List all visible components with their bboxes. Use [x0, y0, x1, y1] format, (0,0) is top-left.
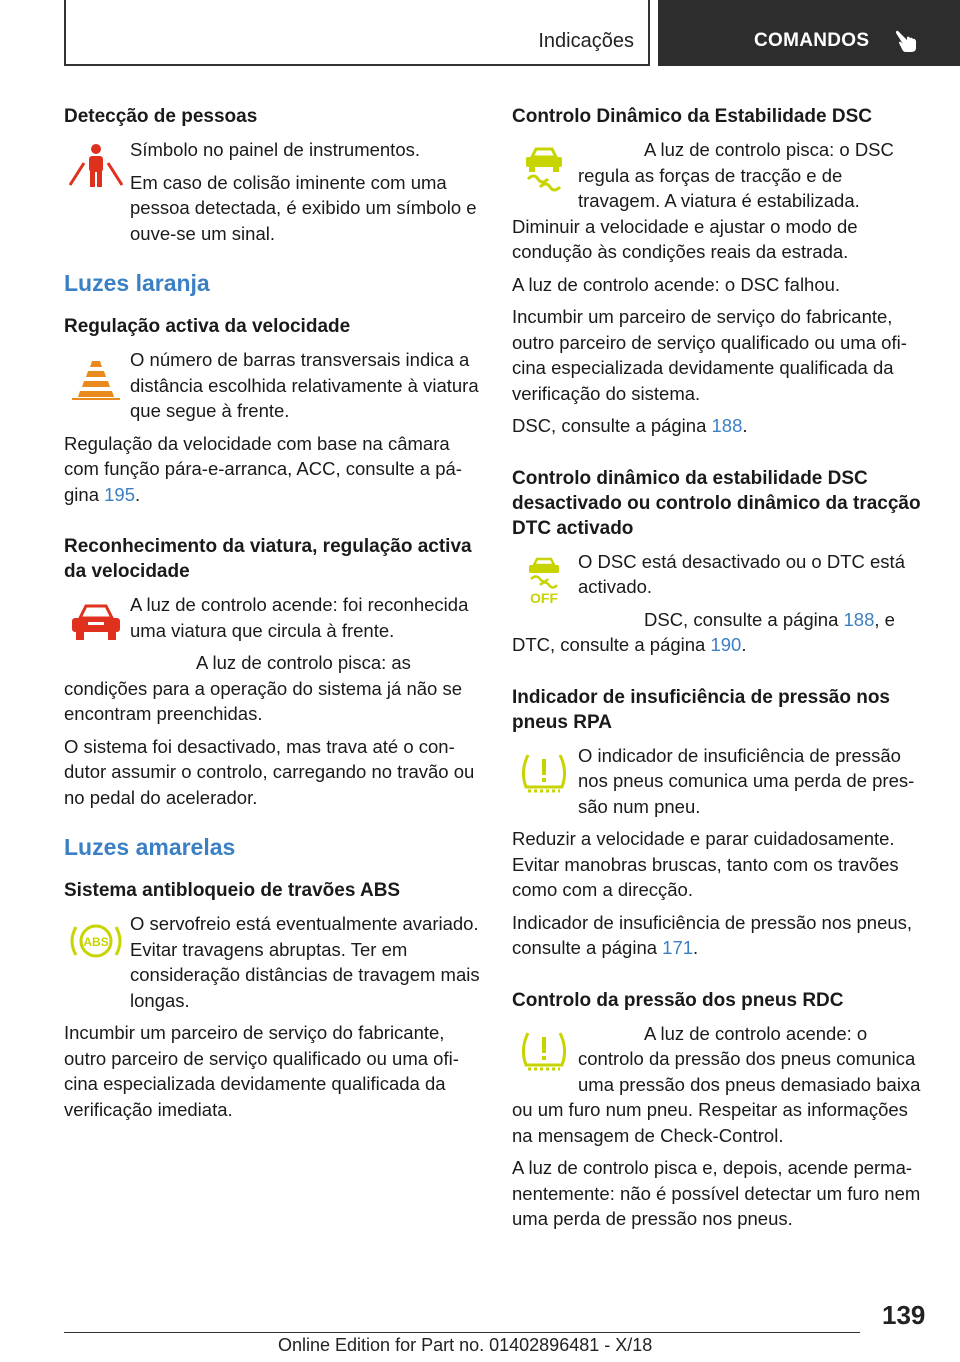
- header-section-box: [64, 0, 650, 66]
- left-column: [64, 104, 482, 1129]
- paragraph: O sistema foi desactivado, mas trava até o condutor assumir o controlo, carregando no travão ou no pedal do acelerador.: [64, 735, 475, 808]
- section-title-rpa: Indicador de insuficiência de pressão nos pneus RPA: [512, 686, 890, 733]
- heading-yellow-lights: Luzes amarelas: [64, 834, 236, 860]
- header-chapter-tab: [658, 0, 960, 66]
- paragraph: O indicador de insuficiência de pressão nos pneus comunica uma perda de pressão num pneu.: [578, 744, 915, 817]
- paragraph: [512, 413, 926, 439]
- page-link-171[interactable]: 171: [662, 937, 694, 958]
- paragraph-text: .: [693, 937, 699, 958]
- paragraph: [64, 650, 482, 727]
- section-title-dsc: Controlo Dinâmico da Estabilidade DSC: [512, 106, 872, 127]
- pointing-hand-icon: [894, 28, 920, 54]
- icon-slot: [512, 1021, 578, 1081]
- section-title-pedestrian-detection: Detecção de pessoas: [64, 106, 258, 127]
- dsc-skid-icon: [514, 141, 574, 195]
- off-icon-text: OFF: [530, 589, 558, 606]
- paragraph-text: DSC, consulte a página: [512, 415, 712, 436]
- section-title-vehicle-recognition: Reconhecimento da viatura, regulação activa da velocidade: [64, 536, 472, 582]
- paragraph: Símbolo no painel de instrumentos.: [130, 139, 421, 160]
- header-section-label: Indicações: [538, 30, 634, 52]
- paragraph: O servofreio está eventualmente avariado. Evitar travagens abruptas. Ter em consideração distâncias de travagem mais longas.: [130, 913, 480, 1011]
- paragraph: A luz de controlo pisca e, depois, acende permanentemente: não é possível detectar um furo nem uma perda de pressão nos pneus.: [512, 1157, 921, 1229]
- paragraph: A luz de controlo acende: o DSC falhou.: [512, 273, 841, 295]
- section-title-active-cruise: Regulação activa da velocidade: [64, 316, 351, 337]
- abs-icon-text: ABS: [83, 935, 109, 949]
- right-column: [512, 104, 926, 1239]
- paragraph-text: Indicador de insuficiência de pressão nos pneus, consulte a página: [512, 911, 913, 958]
- heading-orange-lights: Luzes laranja: [64, 270, 210, 296]
- distance-bars-icon: [66, 351, 126, 405]
- section-title-rdc: Controlo da pressão dos pneus RDC: [512, 989, 844, 1011]
- page-number: 139: [882, 1300, 926, 1330]
- paragraph-text: A luz de controlo acende: o controlo da pressão dos pneus comunica uma pressão dos pneus demasiado baixa ou um furo num pneu. Respeitar as informações na mensagem de Check-Control.: [512, 1022, 921, 1146]
- icon-slot: [64, 137, 130, 197]
- paragraph: A luz de controlo acende: foi reconhecida uma viatura que circula à frente.: [130, 594, 469, 641]
- paragraph-text: A luz de controlo pisca: o DSC regula as forças de tracção e de travagem. A viatura é estabilizada. Diminuir a velocidade e ajustar o modo de condução às condições reais da estrada.: [512, 139, 894, 262]
- dsc-off-icon: [514, 553, 574, 607]
- paragraph: [64, 431, 482, 508]
- section-title-dsc-off: Controlo dinâmico da estabilidade DSC desactivado ou controlo dinâmico da tracção DTC activado: [512, 467, 921, 539]
- paragraph-text: .: [741, 634, 747, 655]
- page-link-195[interactable]: 195: [104, 483, 135, 505]
- header-chapter-label: COMANDOS: [754, 30, 870, 51]
- page-link-188[interactable]: 188: [843, 608, 875, 630]
- section-title-abs: Sistema antibloqueio de travões ABS: [64, 880, 401, 901]
- page-link-188[interactable]: 188: [711, 415, 743, 436]
- icon-slot: [64, 347, 130, 407]
- icon-slot: [512, 743, 578, 803]
- pedestrian-warning-icon: [66, 141, 126, 195]
- paragraph-text: Em caso de colisão iminente com uma pessoa detectada, é exibido um símbolo e ouve-se um sinal.: [130, 171, 477, 244]
- paragraph: O número de barras transversais indica a distância escolhida relativamente à viatura que segue à frente.: [130, 349, 479, 421]
- icon-slot: [512, 137, 578, 197]
- footer-divider: [64, 1332, 860, 1333]
- icon-slot: [64, 911, 130, 971]
- paragraph: [512, 607, 926, 658]
- paragraph-text: Regulação da velocidade com base na câmara com função pára-e-arranca, ACC, consulte a página: [64, 432, 462, 505]
- paragraph: Reduzir a velocidade e parar cuidadosamente. Evitar manobras bruscas, tanto com os travões como com a direcção.: [512, 828, 899, 900]
- page-header: [0, 0, 960, 68]
- abs-warning-icon: [66, 915, 126, 969]
- tire-pressure-icon: [514, 747, 574, 801]
- paragraph-text: .: [742, 415, 748, 436]
- vehicle-ahead-icon: [66, 596, 126, 650]
- paragraph: Incumbir um parceiro de serviço do fabricante, outro parceiro de serviço qualificado ou uma oficina especializada devidamente qualificada da verificação imediata.: [64, 1022, 459, 1120]
- page-link-190[interactable]: 190: [710, 634, 742, 655]
- paragraph-text: DSC, consulte a página: [644, 608, 844, 630]
- paragraph-text: A luz de controlo pisca: as condições para a operação do sistema já não se encontram preenchidas.: [64, 652, 463, 724]
- paragraph-text: .: [135, 483, 141, 505]
- paragraph: Incumbir um parceiro de serviço do fabricante, outro parceiro de serviço qualificado ou uma oficina especializada devidamente qualificada da verificação do sistema.: [512, 306, 907, 404]
- footer-edition: Online Edition for Part no. 01402896481 - X/18: [278, 1335, 653, 1355]
- paragraph: [512, 910, 926, 961]
- paragraph-text: , e DTC, consulte a página: [512, 608, 895, 655]
- paragraph: O DSC está desactivado ou o DTC está activado.: [578, 550, 905, 597]
- tire-pressure-icon: [514, 1025, 574, 1079]
- icon-slot: [512, 549, 578, 609]
- icon-slot: [64, 592, 130, 652]
